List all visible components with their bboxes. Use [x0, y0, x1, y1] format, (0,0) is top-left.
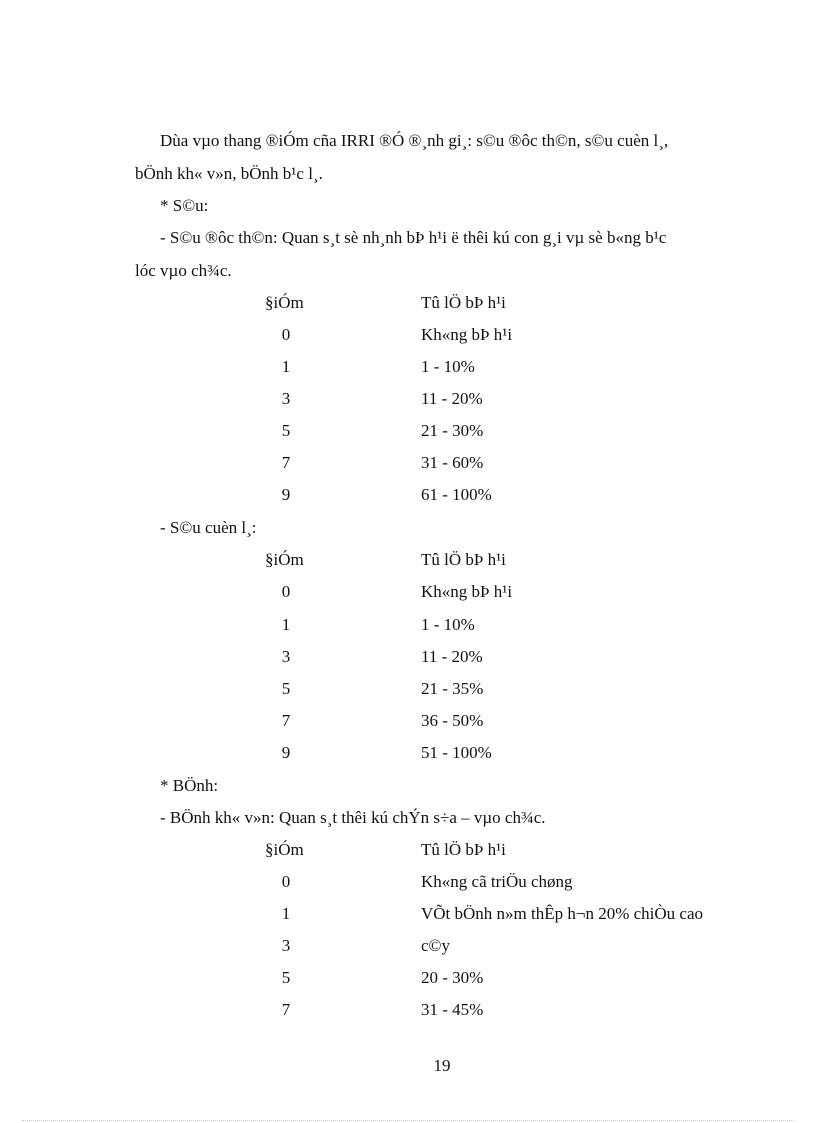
- score-cell: 1: [281, 904, 291, 923]
- table-row: [0, 999, 816, 1021]
- score-cell: 1: [281, 615, 291, 634]
- score-header: §iÓm: [265, 840, 304, 859]
- page-bottom-divider: [22, 1120, 794, 1121]
- score-cell: 0: [281, 872, 291, 891]
- score-cell: 7: [281, 453, 291, 472]
- rate-cell: 11 - 20%: [421, 389, 483, 408]
- score-cell: 9: [281, 485, 291, 504]
- rate-cell: Kh«ng bÞ h¹i: [421, 325, 513, 344]
- score-cell: 3: [281, 389, 291, 408]
- diseases-heading: * BÖnh:: [160, 776, 219, 795]
- rate-cell: VÕt bÖnh n»m thÊp h¬n 20% chiÒu cao: [421, 904, 704, 923]
- score-cell: 3: [281, 647, 291, 666]
- table-row: [0, 742, 816, 764]
- intro-line-1: Dùa vµo thang ®iÓm cña IRRI ®Ó ®¸nh gi¸: s©u ®ôc th©n, s©u cuèn l¸,: [160, 131, 669, 150]
- score-header: §iÓm: [265, 550, 304, 569]
- rate-cell: 21 - 30%: [421, 421, 484, 440]
- rate-cell: 21 - 35%: [421, 679, 484, 698]
- score-cell: 9: [281, 743, 291, 762]
- rate-cell: 61 - 100%: [421, 485, 492, 504]
- sheath-blight-title: - BÖnh kh« v»n: Quan s¸t thêi kú chÝn s÷a – vµo ch¾c.: [160, 808, 546, 827]
- table-row: [0, 452, 816, 474]
- table-row: [0, 324, 816, 346]
- score-cell: 5: [281, 421, 291, 440]
- pests-heading: * S©u:: [160, 196, 209, 215]
- leaf-folder-title: - S©u cuèn l¸:: [160, 518, 257, 537]
- table-row: [0, 356, 816, 378]
- table-header: [0, 292, 816, 314]
- rate-cell: 1 - 10%: [421, 357, 475, 376]
- table-row: [0, 678, 816, 700]
- score-cell: 3: [281, 936, 291, 955]
- table-row: [0, 581, 816, 603]
- table-row: [0, 967, 816, 989]
- rate-cell: 31 - 60%: [421, 453, 484, 472]
- score-cell: 7: [281, 711, 291, 730]
- table-row: [0, 710, 816, 732]
- score-cell: 7: [281, 1000, 291, 1019]
- table-row: [0, 614, 816, 636]
- rate-cell: Kh«ng cã triÖu chøng: [421, 872, 573, 891]
- page-number: 19: [433, 1056, 451, 1075]
- table-header: [0, 839, 816, 861]
- table-row: [0, 646, 816, 668]
- score-cell: 5: [281, 968, 291, 987]
- rate-cell: Kh«ng bÞ h¹i: [421, 582, 513, 601]
- score-cell: 0: [281, 582, 291, 601]
- rate-cell: 11 - 20%: [421, 647, 483, 666]
- score-cell: 1: [281, 357, 291, 376]
- intro-line-2: bÖnh kh« v»n, bÖnh b¹c l¸.: [135, 164, 323, 183]
- table-row: [0, 935, 816, 957]
- rate-cell: c©y: [421, 936, 450, 955]
- rate-cell: 1 - 10%: [421, 615, 475, 634]
- score-cell: 5: [281, 679, 291, 698]
- rate-cell: 36 - 50%: [421, 711, 484, 730]
- table-header: [0, 549, 816, 571]
- rate-cell: 20 - 30%: [421, 968, 484, 987]
- rate-cell: 51 - 100%: [421, 743, 492, 762]
- table-row: [0, 484, 816, 506]
- table-row: [0, 903, 816, 925]
- rate-header: Tû lÖ bÞ h¹i: [421, 550, 506, 569]
- table-row: [0, 420, 816, 442]
- rate-cell: 31 - 45%: [421, 1000, 484, 1019]
- table-row: [0, 871, 816, 893]
- stem-borer-line-2: lóc vµo ch¾c.: [135, 261, 232, 280]
- rate-header: Tû lÖ bÞ h¹i: [421, 293, 506, 312]
- stem-borer-line-1: - S©u ®ôc th©n: Quan s¸t sè nh¸nh bÞ h¹i ë thêi kú con g¸i vµ sè b«ng b¹c: [160, 228, 667, 247]
- score-cell: 0: [281, 325, 291, 344]
- table-row: [0, 388, 816, 410]
- rate-header: Tû lÖ bÞ h¹i: [421, 840, 506, 859]
- score-header: §iÓm: [265, 293, 304, 312]
